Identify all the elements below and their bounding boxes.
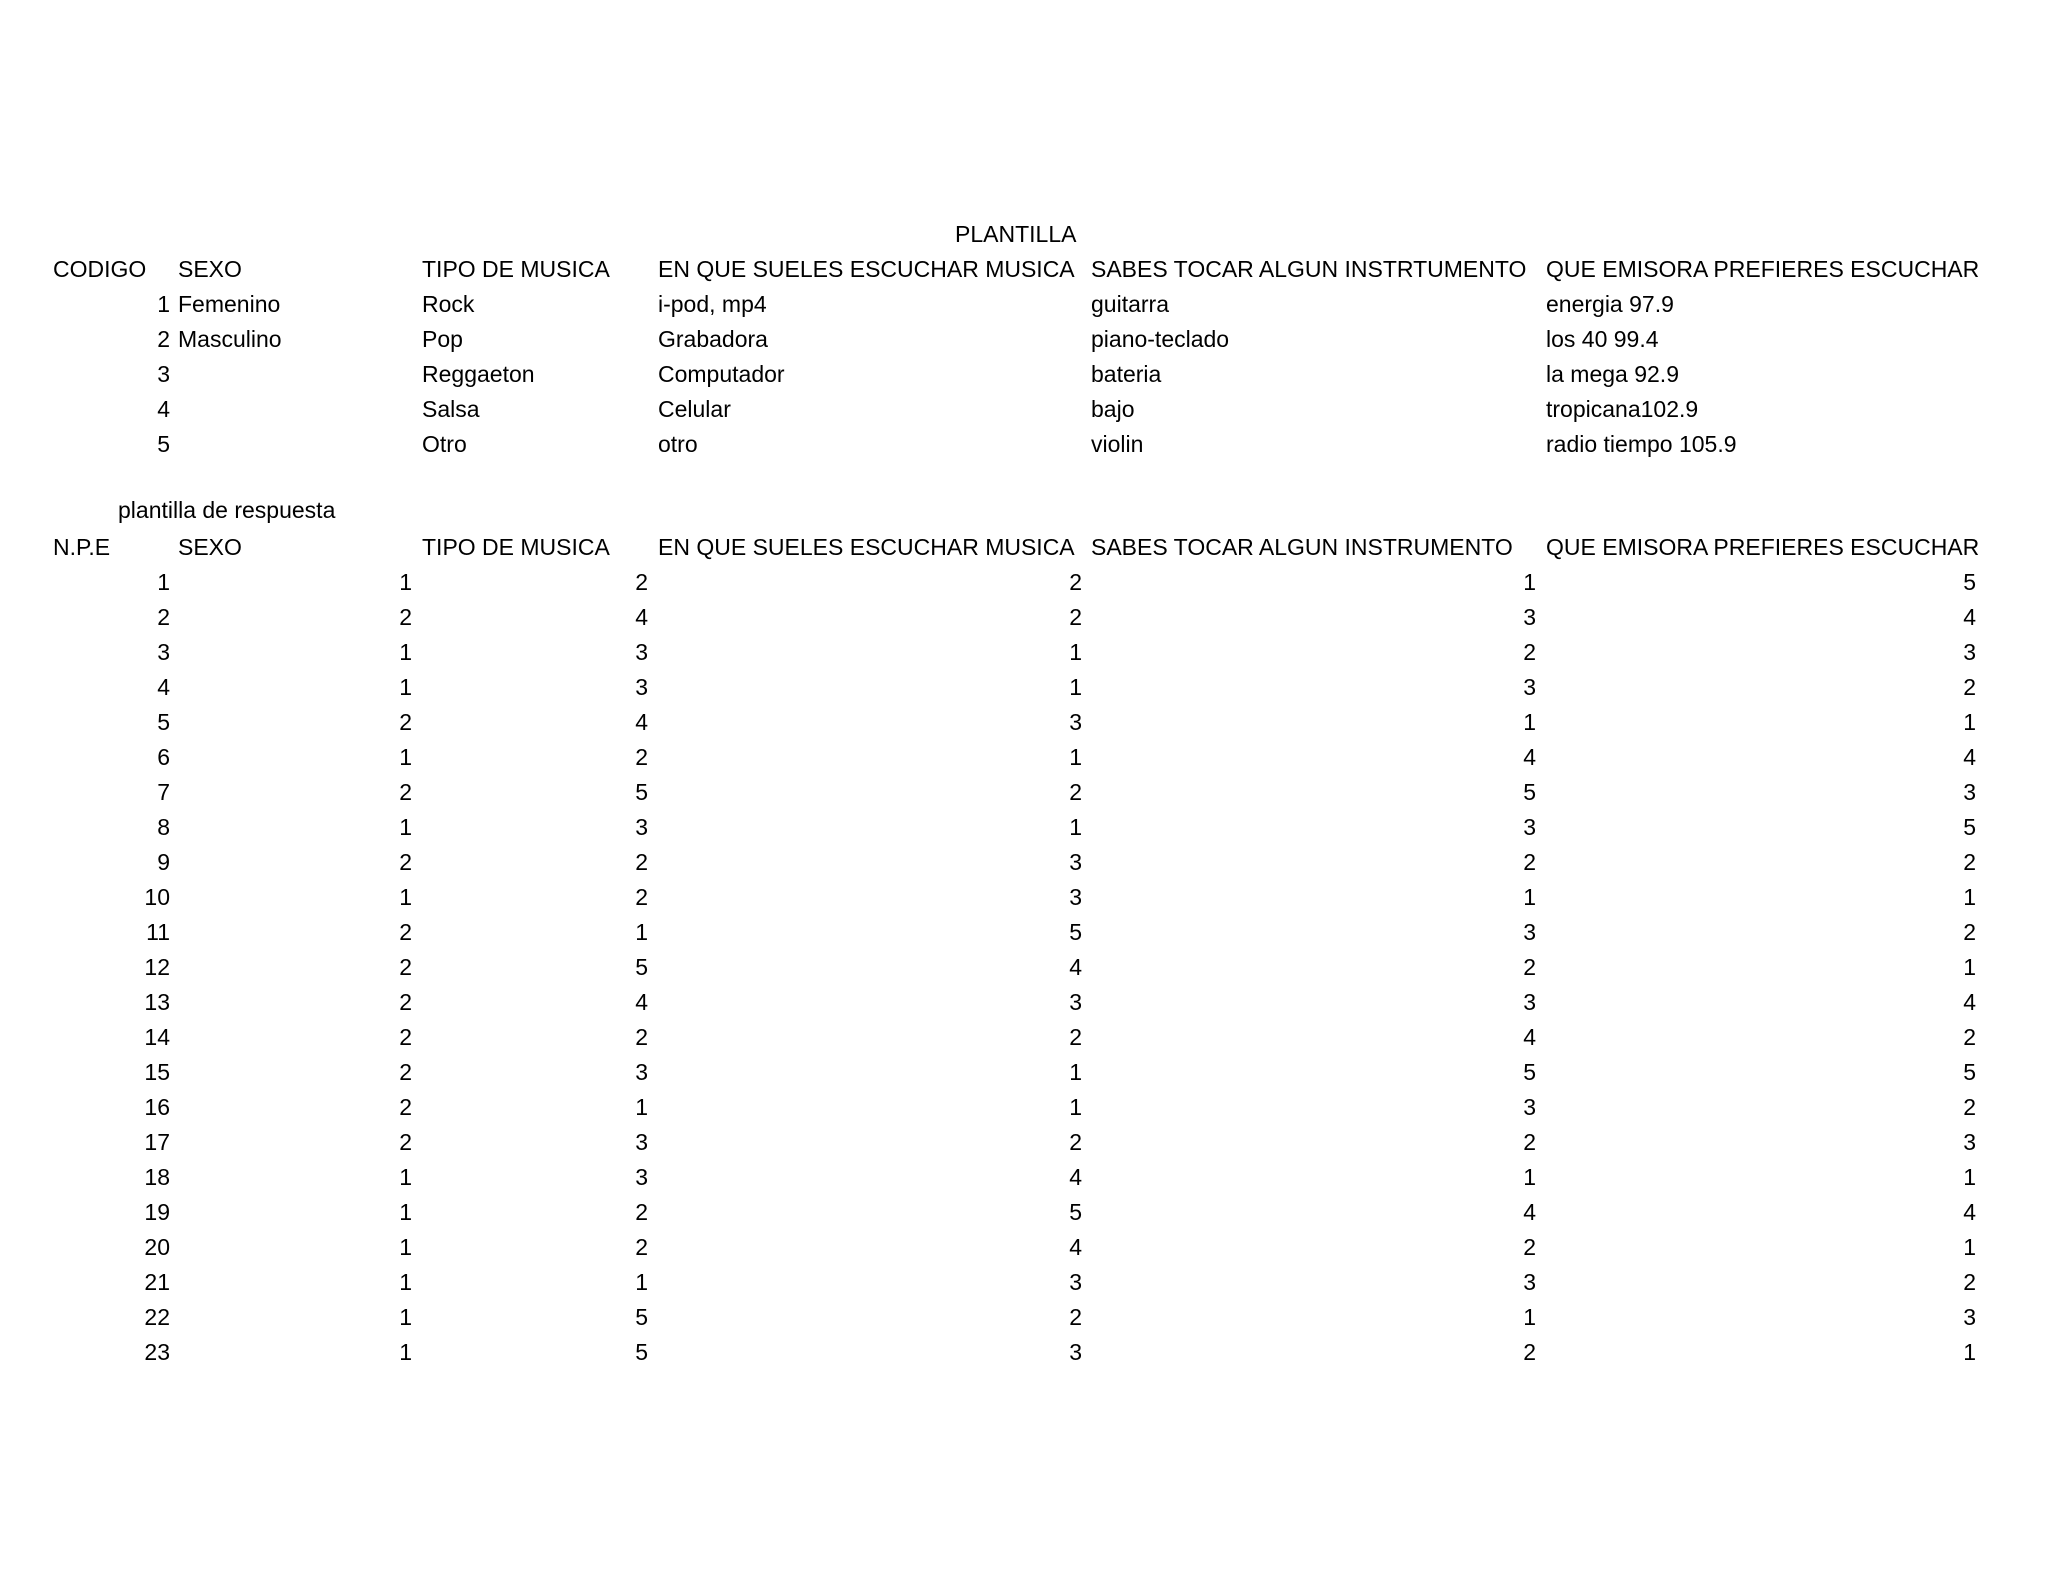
response-cell-instrumento: 3	[1523, 674, 1536, 700]
response-cell-tipo: 4	[635, 709, 648, 735]
response-cell-tipo: 3	[635, 1129, 648, 1155]
response-cell-instrumento: 1	[1523, 569, 1536, 595]
response-cell-instrumento: 2	[1523, 639, 1536, 665]
response-cell-donde: 4	[1069, 1164, 1082, 1190]
response-cell-npe: 13	[144, 989, 170, 1015]
code-row-code: 1	[157, 291, 170, 317]
response-cell-donde: 3	[1069, 1339, 1082, 1365]
response-cell-sexo: 2	[399, 1094, 412, 1120]
response-cell-instrumento: 3	[1523, 604, 1536, 630]
response-cell-instrumento: 2	[1523, 954, 1536, 980]
response-cell-npe: 3	[157, 639, 170, 665]
response-cell-donde: 2	[1069, 604, 1082, 630]
response-cell-tipo: 1	[635, 919, 648, 945]
response-cell-emisora: 4	[1963, 1199, 1976, 1225]
response-header-instrumento: SABES TOCAR ALGUN INSTRUMENTO	[1091, 534, 1513, 560]
response-cell-emisora: 1	[1963, 1234, 1976, 1260]
response-cell-instrumento: 3	[1523, 919, 1536, 945]
response-cell-npe: 19	[144, 1199, 170, 1225]
response-cell-instrumento: 2	[1523, 849, 1536, 875]
code-header-donde: EN QUE SUELES ESCUCHAR MUSICA	[658, 256, 1075, 282]
response-cell-npe: 15	[144, 1059, 170, 1085]
response-cell-donde: 3	[1069, 884, 1082, 910]
response-cell-instrumento: 1	[1523, 1304, 1536, 1330]
response-cell-donde: 3	[1069, 709, 1082, 735]
response-cell-sexo: 1	[399, 1269, 412, 1295]
response-header-emisora: QUE EMISORA PREFIERES ESCUCHAR	[1546, 534, 1980, 560]
response-cell-npe: 2	[157, 604, 170, 630]
response-cell-tipo: 3	[635, 1059, 648, 1085]
response-cell-instrumento: 5	[1523, 1059, 1536, 1085]
response-header-npe: N.P.E	[53, 534, 111, 560]
response-header-sexo: SEXO	[178, 534, 242, 560]
response-cell-instrumento: 2	[1523, 1129, 1536, 1155]
response-cell-tipo: 2	[635, 1234, 648, 1260]
response-cell-donde: 2	[1069, 1304, 1082, 1330]
response-cell-instrumento: 2	[1523, 1339, 1536, 1365]
response-cell-sexo: 1	[399, 1164, 412, 1190]
response-cell-npe: 4	[157, 674, 170, 700]
response-cell-donde: 3	[1069, 1269, 1082, 1295]
response-cell-donde: 3	[1069, 849, 1082, 875]
response-cell-emisora: 4	[1963, 744, 1976, 770]
response-cell-donde: 2	[1069, 1024, 1082, 1050]
response-cell-emisora: 1	[1963, 1339, 1976, 1365]
response-cell-donde: 1	[1069, 1059, 1082, 1085]
code-row-donde: otro	[658, 431, 698, 457]
response-cell-emisora: 3	[1963, 1304, 1976, 1330]
response-cell-donde: 3	[1069, 989, 1082, 1015]
response-cell-emisora: 5	[1963, 814, 1976, 840]
response-cell-instrumento: 5	[1523, 779, 1536, 805]
response-cell-tipo: 2	[635, 884, 648, 910]
response-cell-instrumento: 3	[1523, 1269, 1536, 1295]
code-row-emisora: energia 97.9	[1546, 291, 1674, 317]
code-row-code: 2	[157, 326, 170, 352]
code-row-donde: Celular	[658, 396, 731, 422]
code-row-code: 4	[157, 396, 170, 422]
response-cell-emisora: 3	[1963, 639, 1976, 665]
response-cell-npe: 21	[144, 1269, 170, 1295]
response-cell-emisora: 3	[1963, 779, 1976, 805]
response-cell-npe: 10	[144, 884, 170, 910]
response-cell-instrumento: 1	[1523, 709, 1536, 735]
response-cell-tipo: 5	[635, 1339, 648, 1365]
response-cell-sexo: 1	[399, 1199, 412, 1225]
response-cell-donde: 1	[1069, 1094, 1082, 1120]
response-cell-tipo: 1	[635, 1269, 648, 1295]
response-cell-tipo: 2	[635, 744, 648, 770]
code-row-sexo: Masculino	[178, 326, 282, 352]
response-cell-instrumento: 1	[1523, 1164, 1536, 1190]
response-cell-donde: 4	[1069, 954, 1082, 980]
response-cell-sexo: 1	[399, 884, 412, 910]
response-cell-sexo: 1	[399, 744, 412, 770]
response-cell-donde: 1	[1069, 639, 1082, 665]
response-cell-sexo: 1	[399, 1339, 412, 1365]
response-cell-sexo: 2	[399, 1129, 412, 1155]
response-cell-emisora: 5	[1963, 569, 1976, 595]
response-cell-instrumento: 3	[1523, 989, 1536, 1015]
response-cell-emisora: 1	[1963, 709, 1976, 735]
response-cell-donde: 1	[1069, 814, 1082, 840]
code-row-instrumento: guitarra	[1091, 291, 1169, 317]
response-cell-tipo: 3	[635, 814, 648, 840]
response-cell-emisora: 2	[1963, 674, 1976, 700]
response-cell-emisora: 4	[1963, 989, 1976, 1015]
code-row-tipo: Otro	[422, 431, 467, 457]
response-cell-donde: 2	[1069, 569, 1082, 595]
response-cell-sexo: 2	[399, 989, 412, 1015]
response-cell-sexo: 2	[399, 1059, 412, 1085]
response-cell-emisora: 3	[1963, 1129, 1976, 1155]
code-header-codigo: CODIGO	[53, 256, 147, 282]
response-cell-npe: 12	[144, 954, 170, 980]
response-cell-tipo: 2	[635, 1024, 648, 1050]
response-cell-sexo: 1	[399, 814, 412, 840]
code-row-emisora: radio tiempo 105.9	[1546, 431, 1737, 457]
response-cell-sexo: 2	[399, 954, 412, 980]
response-cell-tipo: 4	[635, 604, 648, 630]
code-header-instrumento: SABES TOCAR ALGUN INSTRTUMENTO	[1091, 256, 1527, 282]
response-cell-emisora: 1	[1963, 884, 1976, 910]
code-row-emisora: la mega 92.9	[1546, 361, 1679, 387]
response-cell-donde: 5	[1069, 1199, 1082, 1225]
response-cell-npe: 16	[144, 1094, 170, 1120]
response-cell-emisora: 2	[1963, 1024, 1976, 1050]
response-cell-instrumento: 2	[1523, 1234, 1536, 1260]
response-cell-donde: 2	[1069, 779, 1082, 805]
response-header-tipo: TIPO DE MUSICA	[422, 534, 610, 560]
response-cell-emisora: 4	[1963, 604, 1976, 630]
response-cell-emisora: 2	[1963, 919, 1976, 945]
response-cell-donde: 4	[1069, 1234, 1082, 1260]
response-cell-tipo: 1	[635, 1094, 648, 1120]
response-cell-donde: 2	[1069, 1129, 1082, 1155]
response-cell-instrumento: 3	[1523, 1094, 1536, 1120]
response-cell-instrumento: 4	[1523, 1199, 1536, 1225]
response-cell-emisora: 1	[1963, 1164, 1976, 1190]
response-cell-tipo: 4	[635, 989, 648, 1015]
response-cell-npe: 1	[157, 569, 170, 595]
response-cell-sexo: 2	[399, 779, 412, 805]
code-row-code: 3	[157, 361, 170, 387]
response-cell-emisora: 2	[1963, 849, 1976, 875]
response-cell-sexo: 1	[399, 1304, 412, 1330]
code-row-donde: i-pod, mp4	[658, 291, 767, 317]
response-cell-npe: 23	[144, 1339, 170, 1365]
response-cell-npe: 22	[144, 1304, 170, 1330]
response-cell-instrumento: 4	[1523, 1024, 1536, 1050]
code-row-tipo: Reggaeton	[422, 361, 535, 387]
code-row-instrumento: bajo	[1091, 396, 1135, 422]
code-row-sexo: Femenino	[178, 291, 281, 317]
code-header-sexo: SEXO	[178, 256, 242, 282]
response-cell-sexo: 1	[399, 639, 412, 665]
response-cell-emisora: 1	[1963, 954, 1976, 980]
response-cell-tipo: 3	[635, 1164, 648, 1190]
response-cell-tipo: 5	[635, 954, 648, 980]
response-cell-instrumento: 1	[1523, 884, 1536, 910]
code-header-emisora: QUE EMISORA PREFIERES ESCUCHAR	[1546, 256, 1980, 282]
response-cell-sexo: 1	[399, 1234, 412, 1260]
code-row-emisora: tropicana102.9	[1546, 396, 1699, 422]
code-row-code: 5	[157, 431, 170, 457]
response-cell-sexo: 2	[399, 919, 412, 945]
sheet-title: PLANTILLA	[955, 221, 1077, 247]
response-cell-npe: 7	[157, 779, 170, 805]
code-row-instrumento: piano-teclado	[1091, 326, 1230, 352]
code-row-tipo: Salsa	[422, 396, 480, 422]
response-cell-npe: 17	[144, 1129, 170, 1155]
response-cell-tipo: 2	[635, 849, 648, 875]
response-cell-npe: 9	[157, 849, 170, 875]
response-cell-tipo: 5	[635, 779, 648, 805]
response-cell-npe: 14	[144, 1024, 170, 1050]
code-row-tipo: Rock	[422, 291, 475, 317]
response-cell-donde: 1	[1069, 744, 1082, 770]
code-row-instrumento: violin	[1091, 431, 1144, 457]
response-cell-sexo: 2	[399, 1024, 412, 1050]
response-cell-tipo: 2	[635, 569, 648, 595]
response-cell-tipo: 2	[635, 1199, 648, 1225]
response-cell-npe: 18	[144, 1164, 170, 1190]
response-cell-instrumento: 3	[1523, 814, 1536, 840]
response-cell-npe: 8	[157, 814, 170, 840]
code-row-donde: Grabadora	[658, 326, 768, 352]
response-cell-sexo: 2	[399, 709, 412, 735]
response-cell-tipo: 5	[635, 1304, 648, 1330]
code-row-emisora: los 40 99.4	[1546, 326, 1659, 352]
response-cell-sexo: 1	[399, 674, 412, 700]
responses-subtitle: plantilla de respuesta	[118, 497, 336, 523]
response-cell-npe: 5	[157, 709, 170, 735]
code-row-instrumento: bateria	[1091, 361, 1162, 387]
response-cell-npe: 20	[144, 1234, 170, 1260]
response-cell-sexo: 2	[399, 604, 412, 630]
code-header-tipo: TIPO DE MUSICA	[422, 256, 610, 282]
response-cell-npe: 6	[157, 744, 170, 770]
response-cell-npe: 11	[146, 919, 170, 945]
response-cell-instrumento: 4	[1523, 744, 1536, 770]
code-row-tipo: Pop	[422, 326, 463, 352]
response-cell-emisora: 2	[1963, 1094, 1976, 1120]
response-cell-sexo: 2	[399, 849, 412, 875]
response-cell-emisora: 5	[1963, 1059, 1976, 1085]
response-cell-donde: 1	[1069, 674, 1082, 700]
response-header-donde: EN QUE SUELES ESCUCHAR MUSICA	[658, 534, 1075, 560]
response-cell-tipo: 3	[635, 674, 648, 700]
response-cell-donde: 5	[1069, 919, 1082, 945]
response-cell-tipo: 3	[635, 639, 648, 665]
code-row-donde: Computador	[658, 361, 785, 387]
response-cell-emisora: 2	[1963, 1269, 1976, 1295]
response-cell-sexo: 1	[399, 569, 412, 595]
